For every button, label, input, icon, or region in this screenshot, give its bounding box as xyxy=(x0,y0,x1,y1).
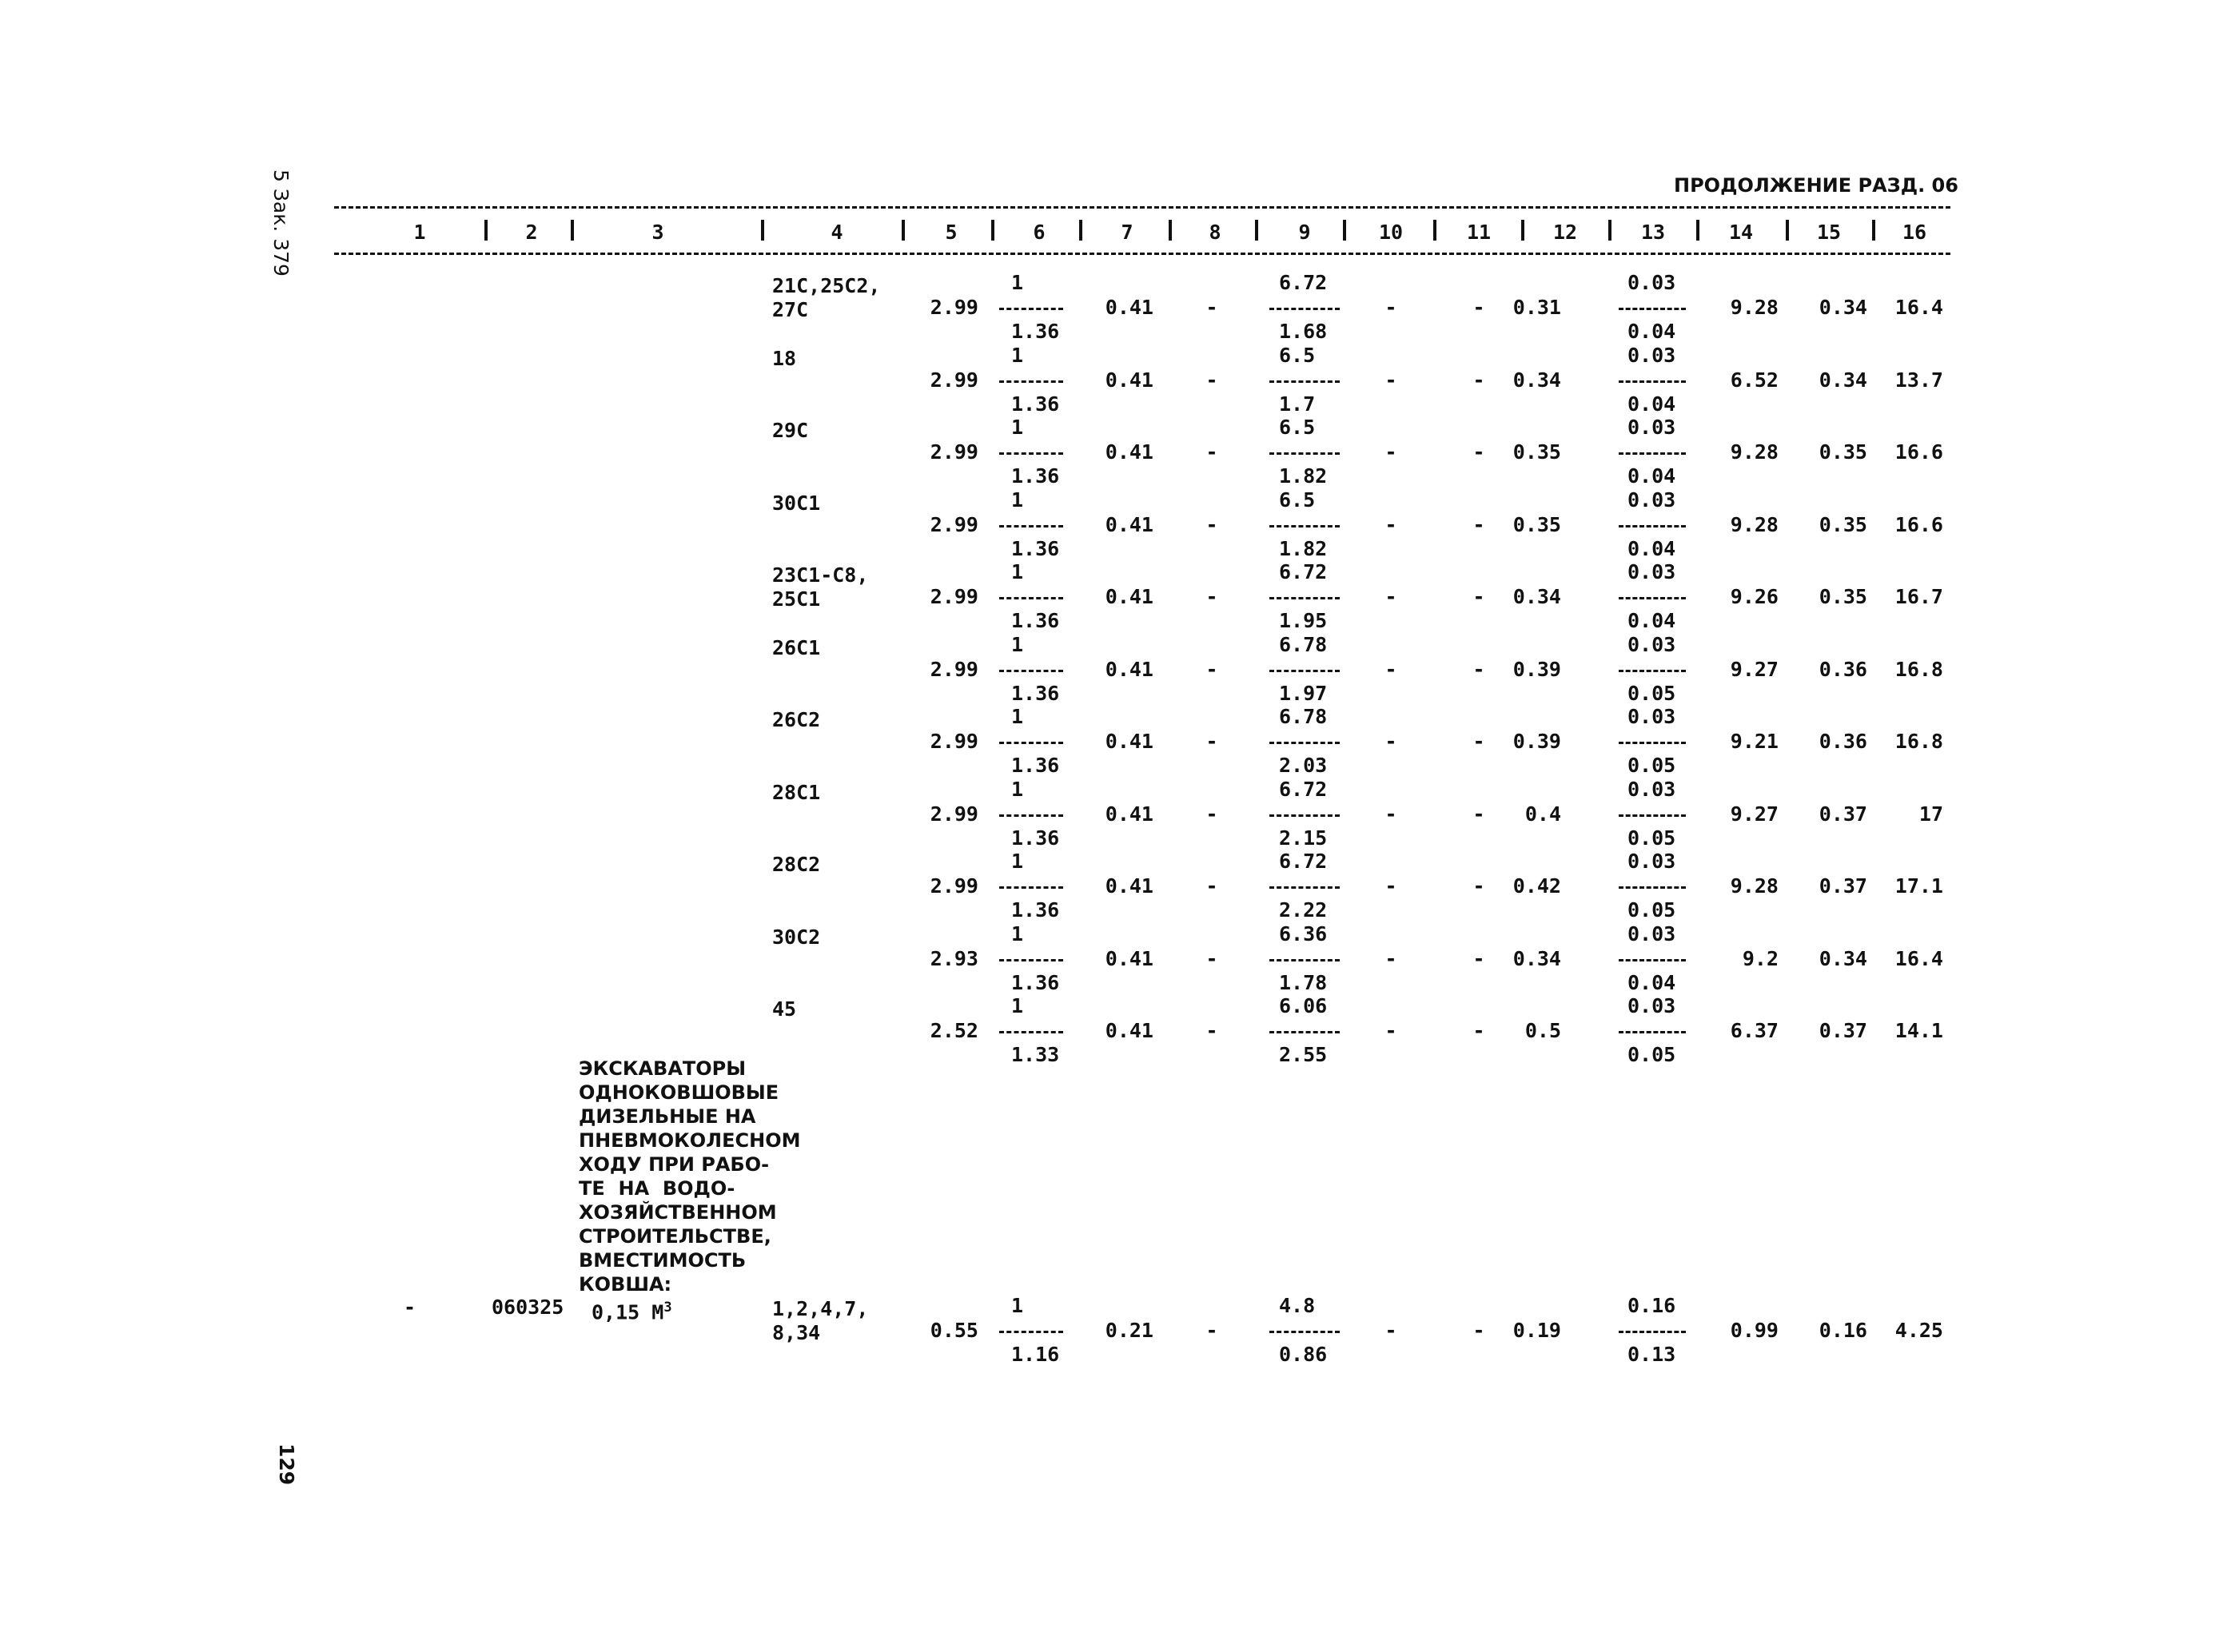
value-col16: 13.7 xyxy=(1894,368,1943,392)
fraction-line-col6 xyxy=(999,452,1063,455)
equipment-code: 18 xyxy=(772,346,797,370)
column-separator xyxy=(1255,220,1258,241)
fraction-line-col13 xyxy=(1619,1331,1686,1333)
column-separator xyxy=(484,220,488,241)
description-line: ДИЗЕЛЬНЫЕ НА xyxy=(579,1105,756,1128)
fraction-numerator-col9: 6.5 xyxy=(1279,416,1316,439)
fraction-denominator-col9: 1.82 xyxy=(1279,536,1328,560)
fraction-numerator-col13: 0.03 xyxy=(1627,632,1676,656)
description-line: ПНЕВМОКОЛЕСНОМ xyxy=(579,1129,801,1152)
value-col15: 0.34 xyxy=(1819,296,1867,319)
fraction-denominator-col13: 0.05 xyxy=(1627,1043,1676,1066)
fraction-denominator-col13: 0.05 xyxy=(1627,754,1676,777)
value-col11: - xyxy=(1472,296,1485,319)
column-header-13: 13 xyxy=(1640,221,1666,244)
fraction-numerator-col13: 0.03 xyxy=(1627,416,1676,439)
column-separator xyxy=(1608,220,1611,241)
value-col16: 17.1 xyxy=(1894,874,1943,898)
value-col15: 0.16 xyxy=(1819,1319,1867,1342)
value-col10: - xyxy=(1384,512,1397,536)
value-col12: 0.34 xyxy=(1512,946,1561,970)
value-col12: 0.34 xyxy=(1512,368,1561,392)
fraction-line-col6 xyxy=(999,959,1063,961)
fraction-numerator-col6: 1 xyxy=(1011,632,1024,656)
fraction-numerator-col13: 0.03 xyxy=(1627,488,1676,512)
column-separator xyxy=(1343,220,1346,241)
fraction-denominator-col6: 1.36 xyxy=(1011,609,1060,632)
fraction-denominator-col13: 0.04 xyxy=(1627,320,1676,343)
fraction-numerator-col6: 1 xyxy=(1011,922,1024,945)
value-col15: 0.34 xyxy=(1819,946,1867,970)
value-col16: 16.6 xyxy=(1894,512,1943,536)
fraction-line-col6 xyxy=(999,597,1063,599)
value-col7: 0.41 xyxy=(1105,585,1153,608)
fraction-denominator-col13: 0.04 xyxy=(1627,970,1676,994)
fraction-line-col6 xyxy=(999,380,1063,383)
fraction-line-col13 xyxy=(1619,525,1686,527)
fraction-denominator-col9: 2.15 xyxy=(1279,826,1328,850)
fraction-line-col6 xyxy=(999,525,1063,527)
value-col8: - xyxy=(1205,802,1218,826)
fraction-numerator-col9: 6.06 xyxy=(1279,994,1328,1017)
value-col8: - xyxy=(1205,1019,1218,1042)
column-header-14: 14 xyxy=(1728,221,1754,244)
value-col10: - xyxy=(1384,802,1397,826)
fraction-numerator-col6: 1 xyxy=(1011,488,1024,512)
value-col7: 0.41 xyxy=(1105,368,1153,392)
fraction-denominator-col9: 1.78 xyxy=(1279,970,1328,994)
value-col8: - xyxy=(1205,368,1218,392)
equipment-code: 30C2 xyxy=(772,925,821,949)
value-col5: 2.99 xyxy=(930,874,978,898)
value-col7: 0.41 xyxy=(1105,657,1153,681)
fraction-numerator-col6: 1 xyxy=(1011,1294,1024,1317)
fraction-line-col9 xyxy=(1269,814,1340,817)
column-separator xyxy=(991,220,994,241)
equipment-code: 29C xyxy=(772,419,809,442)
description-line: ХОЗЯЙСТВЕННОМ xyxy=(579,1201,777,1224)
value-col5: 2.52 xyxy=(930,1019,978,1042)
value-col11: - xyxy=(1472,874,1485,898)
value-col12: 0.4 xyxy=(1524,802,1561,826)
value-col14: 9.28 xyxy=(1730,440,1779,464)
column-separator xyxy=(1169,220,1172,241)
value-col10: - xyxy=(1384,730,1397,753)
value-col10: - xyxy=(1384,1319,1397,1342)
fraction-numerator-col6: 1 xyxy=(1011,777,1024,801)
fraction-numerator-col6: 1 xyxy=(1011,560,1024,583)
fraction-line-col13 xyxy=(1619,1031,1686,1033)
value-col16: 16.8 xyxy=(1894,657,1943,681)
value-col12: 0.35 xyxy=(1512,440,1561,464)
fraction-numerator-col13: 0.03 xyxy=(1627,922,1676,945)
value-col15: 0.37 xyxy=(1819,874,1867,898)
value-col7: 0.21 xyxy=(1105,1319,1153,1342)
fraction-denominator-col9: 1.82 xyxy=(1279,464,1328,488)
column-header-8: 8 xyxy=(1209,221,1221,244)
fraction-denominator-col13: 0.04 xyxy=(1627,536,1676,560)
column-header-12: 12 xyxy=(1552,221,1578,244)
fraction-denominator-col13: 0.05 xyxy=(1627,681,1676,705)
fraction-denominator-col9: 2.22 xyxy=(1279,898,1328,922)
description-line: ХОДУ ПРИ РАБО- xyxy=(579,1153,770,1176)
fraction-line-col9 xyxy=(1269,886,1340,889)
description-line: КОВША: xyxy=(579,1273,672,1296)
value-col7: 0.41 xyxy=(1105,512,1153,536)
fraction-line-col13 xyxy=(1619,380,1686,383)
equipment-code: 28C2 xyxy=(772,853,821,876)
column-header-5: 5 xyxy=(945,221,958,244)
fraction-numerator-col9: 6.78 xyxy=(1279,632,1328,656)
fraction-line-col9 xyxy=(1269,1331,1340,1333)
fraction-denominator-col6: 1.36 xyxy=(1011,898,1060,922)
page-number: 129 xyxy=(275,1443,298,1486)
equipment-code: 26C1 xyxy=(772,635,821,659)
value-col15: 0.37 xyxy=(1819,1019,1867,1042)
fraction-denominator-col6: 1.36 xyxy=(1011,826,1060,850)
value-col12: 0.42 xyxy=(1512,874,1561,898)
value-col12: 0.31 xyxy=(1512,296,1561,319)
value-col10: - xyxy=(1384,585,1397,608)
header-bottom-rule xyxy=(334,253,1950,255)
column-header-9: 9 xyxy=(1298,221,1311,244)
value-col10: - xyxy=(1384,874,1397,898)
column-separator xyxy=(902,220,905,241)
value-col12: 0.39 xyxy=(1512,730,1561,753)
value-col5: 2.99 xyxy=(930,296,978,319)
fraction-line-col9 xyxy=(1269,959,1340,961)
fraction-numerator-col13: 0.03 xyxy=(1627,343,1676,367)
value-col14: 6.52 xyxy=(1730,368,1779,392)
column-separator xyxy=(1079,220,1082,241)
fraction-line-col13 xyxy=(1619,959,1686,961)
fraction-denominator-col6: 1.36 xyxy=(1011,970,1060,994)
fraction-line-col9 xyxy=(1269,452,1340,455)
value-col12: 0.35 xyxy=(1512,512,1561,536)
value-col11: - xyxy=(1472,1019,1485,1042)
value-col8: - xyxy=(1205,585,1218,608)
column-separator xyxy=(1872,220,1875,241)
fraction-line-col9 xyxy=(1269,380,1340,383)
description-line: ВМЕСТИМОСТЬ xyxy=(579,1249,747,1272)
margin-note: 5 Зак. 379 xyxy=(269,169,293,277)
fraction-denominator-col6: 1.36 xyxy=(1011,536,1060,560)
description-line: СТРОИТЕЛЬСТВЕ, xyxy=(579,1225,771,1248)
value-col15: 0.35 xyxy=(1819,585,1867,608)
fraction-denominator-col6: 1.16 xyxy=(1011,1343,1060,1366)
value-col8: - xyxy=(1205,440,1218,464)
fraction-denominator-col9: 1.68 xyxy=(1279,320,1328,343)
fraction-line-col6 xyxy=(999,814,1063,817)
value-col1: - xyxy=(404,1296,416,1319)
value-col10: - xyxy=(1384,296,1397,319)
value-col11: - xyxy=(1472,1319,1485,1342)
value-col10: - xyxy=(1384,946,1397,970)
column-separator xyxy=(761,220,764,241)
value-col16: 14.1 xyxy=(1894,1019,1943,1042)
fraction-line-col13 xyxy=(1619,886,1686,889)
equipment-code: 30C1 xyxy=(772,491,821,515)
value-col7: 0.41 xyxy=(1105,440,1153,464)
fraction-denominator-col9: 2.55 xyxy=(1279,1043,1328,1066)
value-col5: 2.99 xyxy=(930,585,978,608)
fraction-numerator-col9: 6.5 xyxy=(1279,343,1316,367)
value-col11: - xyxy=(1472,368,1485,392)
column-separator xyxy=(571,220,574,241)
fraction-numerator-col6: 1 xyxy=(1011,271,1024,294)
fraction-line-col9 xyxy=(1269,308,1340,310)
fraction-numerator-col9: 6.72 xyxy=(1279,560,1328,583)
value-col8: - xyxy=(1205,657,1218,681)
value-col8: - xyxy=(1205,512,1218,536)
value-col14: 9.21 xyxy=(1730,730,1779,753)
value-col8: - xyxy=(1205,730,1218,753)
fraction-line-col13 xyxy=(1619,452,1686,455)
fraction-numerator-col9: 6.72 xyxy=(1279,271,1328,294)
fraction-line-col9 xyxy=(1269,525,1340,527)
value-col5: 0.55 xyxy=(930,1319,978,1342)
description-line: ЭКСКАВАТОРЫ xyxy=(579,1057,747,1080)
fraction-line-col6 xyxy=(999,886,1063,889)
fraction-denominator-col13: 0.05 xyxy=(1627,898,1676,922)
fraction-denominator-col9: 2.03 xyxy=(1279,754,1328,777)
fraction-denominator-col6: 1.33 xyxy=(1011,1043,1060,1066)
fraction-numerator-col13: 0.03 xyxy=(1627,271,1676,294)
fraction-numerator-col6: 1 xyxy=(1011,343,1024,367)
value-col7: 0.41 xyxy=(1105,802,1153,826)
column-header-7: 7 xyxy=(1121,221,1133,244)
fraction-denominator-col6: 1.36 xyxy=(1011,681,1060,705)
fraction-line-col6 xyxy=(999,308,1063,310)
fraction-denominator-col9: 1.97 xyxy=(1279,681,1328,705)
value-col12: 0.5 xyxy=(1524,1019,1561,1042)
equipment-code: 23C1-C8, xyxy=(772,563,869,587)
item-code: 060325 xyxy=(492,1296,564,1319)
value-col15: 0.36 xyxy=(1819,657,1867,681)
fraction-line-col9 xyxy=(1269,742,1340,744)
fraction-denominator-col6: 1.36 xyxy=(1011,320,1060,343)
fraction-numerator-col9: 6.72 xyxy=(1279,777,1328,801)
value-col14: 6.37 xyxy=(1730,1019,1779,1042)
value-col14: 0.99 xyxy=(1730,1319,1779,1342)
fraction-line-col6 xyxy=(999,742,1063,744)
value-col14: 9.2 xyxy=(1742,946,1779,970)
fraction-line-col6 xyxy=(999,670,1063,672)
value-col11: - xyxy=(1472,440,1485,464)
fraction-numerator-col13: 0.03 xyxy=(1627,777,1676,801)
fraction-denominator-col13: 0.04 xyxy=(1627,392,1676,416)
value-col16: 4.25 xyxy=(1894,1319,1943,1342)
value-col10: - xyxy=(1384,368,1397,392)
unit-exponent: 3 xyxy=(663,1300,672,1316)
column-header-10: 10 xyxy=(1378,221,1404,244)
fraction-numerator-col13: 0.03 xyxy=(1627,850,1676,873)
value-col11: - xyxy=(1472,730,1485,753)
description-line: ТЕ НА ВОДО- xyxy=(579,1177,735,1200)
value-col16: 16.4 xyxy=(1894,946,1943,970)
column-header-4: 4 xyxy=(831,221,843,244)
fraction-numerator-col9: 6.72 xyxy=(1279,850,1328,873)
column-header-2: 2 xyxy=(525,221,538,244)
fraction-line-col13 xyxy=(1619,597,1686,599)
fraction-denominator-col6: 1.36 xyxy=(1011,754,1060,777)
fraction-numerator-col13: 0.16 xyxy=(1627,1294,1676,1317)
column-header-3: 3 xyxy=(651,221,664,244)
value-col8: - xyxy=(1205,296,1218,319)
equipment-code: 28C1 xyxy=(772,780,821,804)
value-col7: 0.41 xyxy=(1105,874,1153,898)
bucket-capacity: 0,15 $М^3$ xyxy=(592,1300,672,1324)
fraction-denominator-col9: 1.7 xyxy=(1279,392,1316,416)
fraction-line-col13 xyxy=(1619,308,1686,310)
fraction-numerator-col9: 4.8 xyxy=(1279,1294,1316,1317)
equipment-code: 8,34 xyxy=(772,1321,821,1344)
value-col5: 2.99 xyxy=(930,657,978,681)
fraction-line-col13 xyxy=(1619,814,1686,817)
value-col7: 0.41 xyxy=(1105,296,1153,319)
value-col15: 0.35 xyxy=(1819,512,1867,536)
fraction-line-col13 xyxy=(1619,670,1686,672)
fraction-numerator-col13: 0.03 xyxy=(1627,560,1676,583)
value-col15: 0.36 xyxy=(1819,730,1867,753)
value-col12: 0.39 xyxy=(1512,657,1561,681)
value-col14: 9.28 xyxy=(1730,512,1779,536)
fraction-line-col13 xyxy=(1619,742,1686,744)
fraction-denominator-col6: 1.36 xyxy=(1011,392,1060,416)
equipment-code: 45 xyxy=(772,997,797,1021)
fraction-denominator-col13: 0.13 xyxy=(1627,1343,1676,1366)
value-col14: 9.28 xyxy=(1730,296,1779,319)
fraction-line-col9 xyxy=(1269,597,1340,599)
column-header-16: 16 xyxy=(1902,221,1927,244)
value-col5: 2.99 xyxy=(930,730,978,753)
equipment-code: 25C1 xyxy=(772,587,821,611)
value-col8: - xyxy=(1205,946,1218,970)
fraction-line-col9 xyxy=(1269,1031,1340,1033)
section-title: ПРОДОЛЖЕНИЕ РАЗД. 06 xyxy=(1674,174,1958,197)
fraction-numerator-col6: 1 xyxy=(1011,850,1024,873)
value-col5: 2.99 xyxy=(930,440,978,464)
value-col16: 16.7 xyxy=(1894,585,1943,608)
value-col10: - xyxy=(1384,1019,1397,1042)
value-col15: 0.35 xyxy=(1819,440,1867,464)
value-col16: 16.6 xyxy=(1894,440,1943,464)
value-col5: 2.99 xyxy=(930,368,978,392)
value-col7: 0.41 xyxy=(1105,730,1153,753)
fraction-line-col6 xyxy=(999,1031,1063,1033)
value-col7: 0.41 xyxy=(1105,946,1153,970)
value-col11: - xyxy=(1472,512,1485,536)
fraction-numerator-col9: 6.5 xyxy=(1279,488,1316,512)
equipment-code: 21C,25C2, xyxy=(772,274,881,297)
value-col15: 0.34 xyxy=(1819,368,1867,392)
value-col16: 16.4 xyxy=(1894,296,1943,319)
column-header-6: 6 xyxy=(1033,221,1046,244)
header-top-rule xyxy=(334,206,1950,209)
value-col5: 2.93 xyxy=(930,946,978,970)
value-col16: 16.8 xyxy=(1894,730,1943,753)
column-separator xyxy=(1786,220,1789,241)
value-col5: 2.99 xyxy=(930,802,978,826)
value-col10: - xyxy=(1384,440,1397,464)
value-col11: - xyxy=(1472,802,1485,826)
fraction-numerator-col6: 1 xyxy=(1011,416,1024,439)
value-col5: 2.99 xyxy=(930,512,978,536)
value-col7: 0.41 xyxy=(1105,1019,1153,1042)
fraction-numerator-col13: 0.03 xyxy=(1627,705,1676,728)
value-col14: 9.27 xyxy=(1730,657,1779,681)
fraction-numerator-col9: 6.36 xyxy=(1279,922,1328,945)
value-col14: 9.27 xyxy=(1730,802,1779,826)
value-col16: 17 xyxy=(1918,802,1943,826)
column-separator xyxy=(1521,220,1524,241)
fraction-denominator-col9: 1.95 xyxy=(1279,609,1328,632)
fraction-numerator-col9: 6.78 xyxy=(1279,705,1328,728)
value-col14: 9.28 xyxy=(1730,874,1779,898)
value-col12: 0.19 xyxy=(1512,1319,1561,1342)
value-col14: 9.26 xyxy=(1730,585,1779,608)
column-separator xyxy=(1433,220,1436,241)
value-col11: - xyxy=(1472,946,1485,970)
fraction-denominator-col13: 0.04 xyxy=(1627,464,1676,488)
fraction-denominator-col6: 1.36 xyxy=(1011,464,1060,488)
column-header-15: 15 xyxy=(1816,221,1842,244)
fraction-numerator-col6: 1 xyxy=(1011,705,1024,728)
value-col12: 0.34 xyxy=(1512,585,1561,608)
equipment-code: 27C xyxy=(772,298,809,321)
fraction-numerator-col13: 0.03 xyxy=(1627,994,1676,1017)
value-col11: - xyxy=(1472,585,1485,608)
column-header-1: 1 xyxy=(413,221,426,244)
value-col10: - xyxy=(1384,657,1397,681)
value-col11: - xyxy=(1472,657,1485,681)
value-col8: - xyxy=(1205,1319,1218,1342)
value-col8: - xyxy=(1205,874,1218,898)
column-separator xyxy=(1696,220,1699,241)
fraction-numerator-col6: 1 xyxy=(1011,994,1024,1017)
equipment-code: 1,2,4,7, xyxy=(772,1297,869,1320)
fraction-denominator-col13: 0.05 xyxy=(1627,826,1676,850)
value-col15: 0.37 xyxy=(1819,802,1867,826)
column-header-11: 11 xyxy=(1466,221,1492,244)
equipment-code: 26C2 xyxy=(772,708,821,731)
fraction-line-col9 xyxy=(1269,670,1340,672)
fraction-denominator-col13: 0.04 xyxy=(1627,609,1676,632)
fraction-line-col6 xyxy=(999,1331,1063,1333)
fraction-denominator-col9: 0.86 xyxy=(1279,1343,1328,1366)
description-line: ОДНОКОВШОВЫЕ xyxy=(579,1081,779,1104)
